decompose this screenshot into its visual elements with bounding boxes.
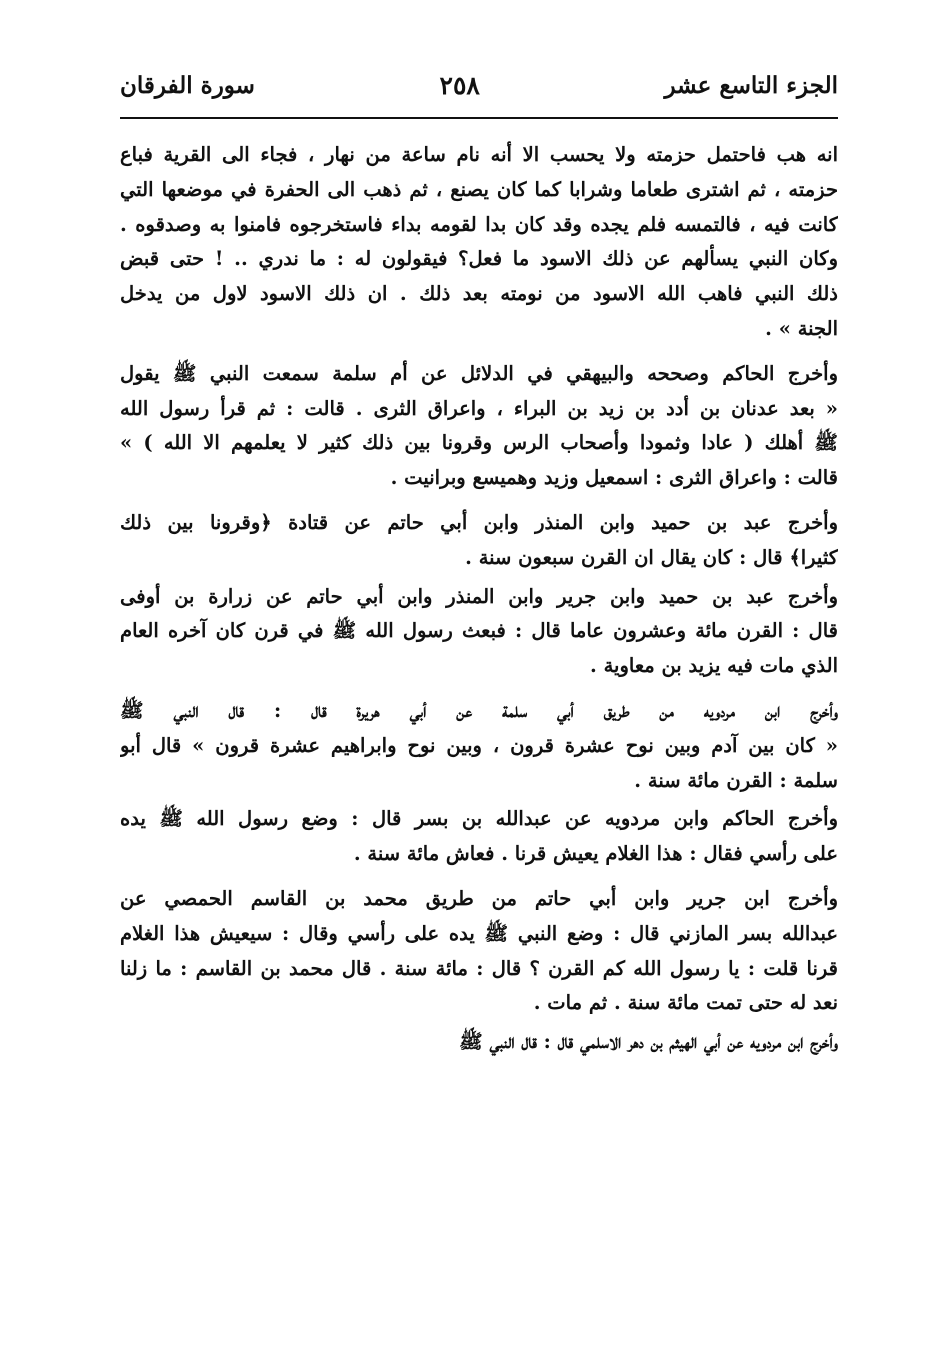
paragraph bbox=[120, 802, 838, 872]
text-line: قرنا قلت : يا رسول الله كم القرن ؟ قال : مائة سنة . قال محمد بن القاسم : ما زلنا bbox=[120, 956, 838, 980]
text-line: وأخرج ابن مردويه عن أبي الهيثم بن دهر الاسلمي قال : قال النبي ﷺ bbox=[459, 1030, 838, 1054]
text-line: حزمته ، ثم اشترى طعاما وشرابا كما كان يصنع ، ثم ذهب الى الحفرة في موضعها التي bbox=[120, 177, 838, 201]
header-rule bbox=[120, 117, 838, 119]
text-line: الجنة » . bbox=[765, 316, 838, 340]
text-line: ﷺ أهلك ( عادا وثمودا وأصحاب الرس وقرونا بين ذلك كثير لا يعلمهم الا الله ) » bbox=[120, 431, 838, 455]
text-line: وكان النبي يسألهم عن ذلك الاسود ما فعل؟ فيقولون له : ما ندري .. ! حتى قبض bbox=[120, 247, 838, 271]
text-line: قالت : واعراق الثرى : اسمعيل وزيد وهميسع وبرانيت . bbox=[390, 466, 838, 490]
text-line: وأخرج عبد بن حميد وابن المنذر وابن أبي حاتم عن قتادة ﴿وقرونا بين ذلك bbox=[120, 510, 838, 534]
paragraph bbox=[120, 506, 838, 576]
paragraph bbox=[120, 882, 838, 1021]
text-line: « كان بين آدم وبين نوح عشرة قرون ، وبين نوح وابراهيم عشرة قرون » قال أبو bbox=[120, 733, 838, 757]
text-line: الذي مات فيه يزيد بن معاوية . bbox=[590, 654, 838, 678]
text-line: نعد له حتى تمت مائة سنة . ثم مات . bbox=[533, 991, 838, 1015]
text-line: سلمة : القرن مائة سنة . bbox=[634, 768, 838, 792]
text-line: وأخرج ابن جرير وابن أبي حاتم من طريق محمد بن القاسم الحمصي عن bbox=[120, 886, 838, 910]
page-number: ٢٥٨ bbox=[439, 70, 480, 100]
text-line: ذلك النبي فاهب الله الاسود من نومته بعد ذلك . ان ذلك الاسود لاول من يدخل bbox=[120, 282, 838, 306]
surah-title: سورة الفرقان bbox=[120, 71, 255, 99]
paragraph bbox=[120, 357, 838, 496]
paragraph bbox=[120, 138, 838, 347]
text-line: على رأسي فقال : هذا الغلام يعيش قرنا . فعاش مائة سنة . bbox=[353, 842, 838, 866]
page-body bbox=[120, 138, 838, 1070]
text-line: وأخرج الحاكم وصححه والبيهقي في الدلائل عن أم سلمة سمعت النبي ﷺ يقول bbox=[120, 361, 838, 385]
text-line: انه هب فاحتمل حزمته ولا يحسب الا أنه نام ساعة من نهار ، فجاء الى القرية فباع bbox=[120, 143, 838, 166]
paragraph bbox=[120, 580, 838, 684]
text-line: كثيرا﴾ قال : كان يقال ان القرن سبعون سنة . bbox=[465, 545, 838, 569]
text-line: وأخرج عبد بن حميد وابن جرير وابن المنذر وابن أبي حاتم عن زرارة بن أوفى bbox=[120, 584, 838, 608]
text-line: وأخرج ابن مردويه من طريق أبي سلمة عن أبي هريرة قال : قال النبي ﷺ bbox=[120, 698, 838, 722]
paragraph bbox=[120, 694, 838, 798]
juz-title: الجزء التاسع عشر bbox=[664, 71, 838, 99]
text-line: « بعد عدنان بن أدد بن زيد بن البراء ، واعراق الثرى . قالت : ثم قرأ رسول الله bbox=[120, 396, 838, 420]
text-line: كانت فيه ، فالتمسه فلم يجده وقد كان بدا لقومه بداء فاستخرجوه فامنوا به وصدقوه . bbox=[120, 212, 838, 236]
text-line: قال : القرن مائة وعشرون عاما قال : فبعث رسول الله ﷺ في قرن كان آخره العام bbox=[120, 619, 838, 643]
text-line: وأخرج الحاكم وابن مردويه عن عبدالله بن بسر قال : وضع رسول الله ﷺ يده bbox=[120, 807, 838, 831]
page-header bbox=[120, 60, 838, 110]
text-line: عبدالله بسر المازني قال : وضع النبي ﷺ يده على رأسي وقال : سيعيش هذا الغلام bbox=[120, 921, 838, 945]
paragraph bbox=[120, 1025, 838, 1060]
